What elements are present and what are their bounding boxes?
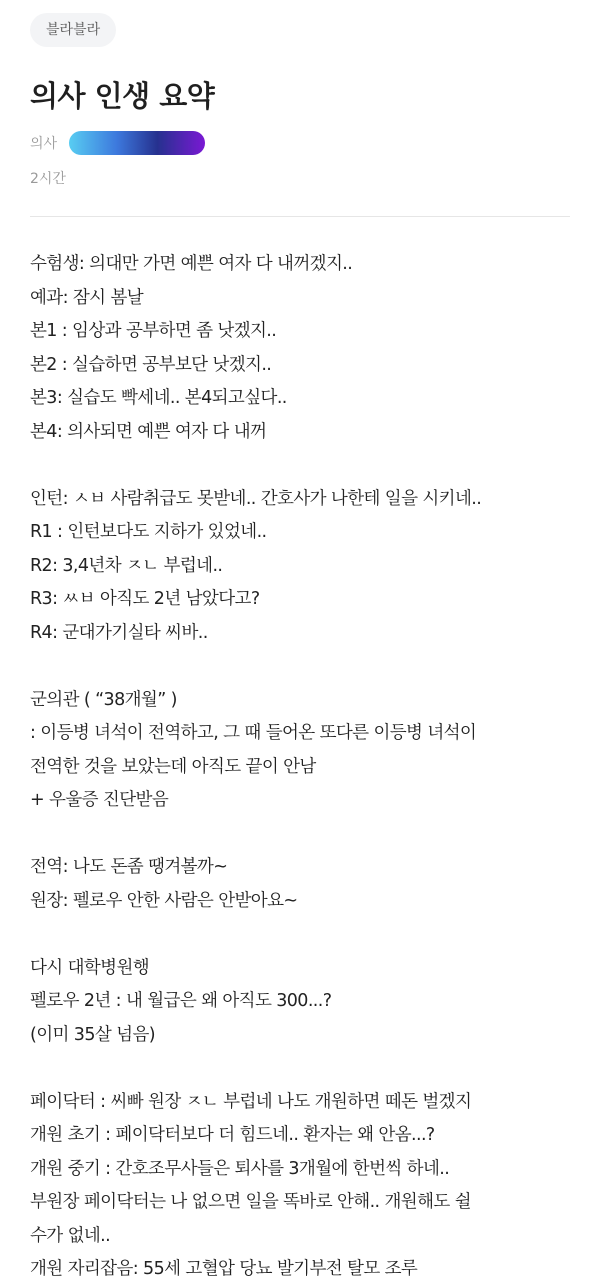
post-body-line: (이미 35살 넘음) (30, 1024, 155, 1045)
post-body-line: 본1 : 임상과 공부하면 좀 낫겠지.. (30, 321, 277, 341)
blank-line (30, 650, 586, 684)
post-body-line: 전역한 것을 보았는데 아직도 끝이 안남 (30, 756, 316, 777)
author-row (30, 130, 205, 156)
post-body-line: 펠로우 2년 : 내 월급은 왜 아직도 300...? (30, 991, 332, 1011)
post-body-line: 본2 : 실습하면 공부보단 낫겠지.. (30, 354, 272, 375)
blank-line (30, 918, 586, 952)
post-body-line: 군의관 ( “38개월” ) (30, 689, 177, 710)
blank-line (30, 449, 586, 483)
post-body-line: R2: 3,4년차 ㅈㄴ 부럽네.. (30, 555, 223, 576)
post-body-line: R4: 군대가기실타 씨바.. (30, 622, 208, 643)
post-body-line: : 이등병 녀석이 전역하고, 그 때 들어온 또다른 이등병 녀석이 (30, 723, 477, 743)
author-redacted-bar (69, 131, 205, 155)
post-title: 의사 인생 요약 (30, 79, 215, 113)
post-body-line: 원장: 펠로우 안한 사람은 안받아요~ (30, 890, 298, 911)
post-body-line: 페이닥터 : 씨빠 원장 ㅈㄴ 부럽네 나도 개원하면 떼돈 벌겠지 (30, 1091, 472, 1112)
post-body-line: 다시 대학병원행 (30, 957, 150, 978)
post-body-line: 전역: 나도 돈좀 땡겨볼까~ (30, 857, 228, 877)
board-tag[interactable]: 블라블라 (30, 13, 116, 47)
author-job-label: 의사 (30, 136, 58, 152)
post-body-line: 개원 중기 : 간호조무사들은 퇴사를 3개월에 한번씩 하네.. (30, 1158, 450, 1179)
post-body-line: 수험생: 의대만 가면 예쁜 여자 다 내꺼겠지.. (30, 254, 353, 274)
post-body-line: 개원 자리잡음: 55세 고혈압 당뇨 발기부전 탈모 조루 (30, 1259, 418, 1279)
post-body-line: R3: ㅆㅂ 아직도 2년 남았다고? (30, 589, 260, 609)
post-time: 2시간 (30, 171, 66, 187)
post-body-line: 부원장 페이닥터는 나 없으면 일을 똑바로 안해.. 개원해도 쉴 (30, 1192, 471, 1212)
post-body-line: 본3: 실습도 빡세네.. 본4되고싶다.. (30, 388, 287, 408)
blank-line (30, 1052, 586, 1086)
post-body (30, 248, 586, 1287)
post-body-line: 수가 없네.. (30, 1225, 111, 1246)
post-body-line: 본4: 의사되면 예쁜 여자 다 내꺼 (30, 421, 267, 442)
post-body-line: 개원 초기 : 페이닥터보다 더 힘드네.. 환자는 왜 안옴...? (30, 1125, 435, 1145)
post-body-line: R1 : 인턴보다도 지하가 있었네.. (30, 522, 267, 542)
blank-line (30, 818, 586, 852)
post-body-line: + 우울증 진단받음 (30, 790, 169, 810)
post-body-line: 인턴: ㅅㅂ 사람취급도 못받네.. 간호사가 나한테 일을 시키네.. (30, 488, 482, 509)
post-body-line: 예과: 잠시 봄날 (30, 287, 144, 308)
divider (30, 216, 570, 217)
